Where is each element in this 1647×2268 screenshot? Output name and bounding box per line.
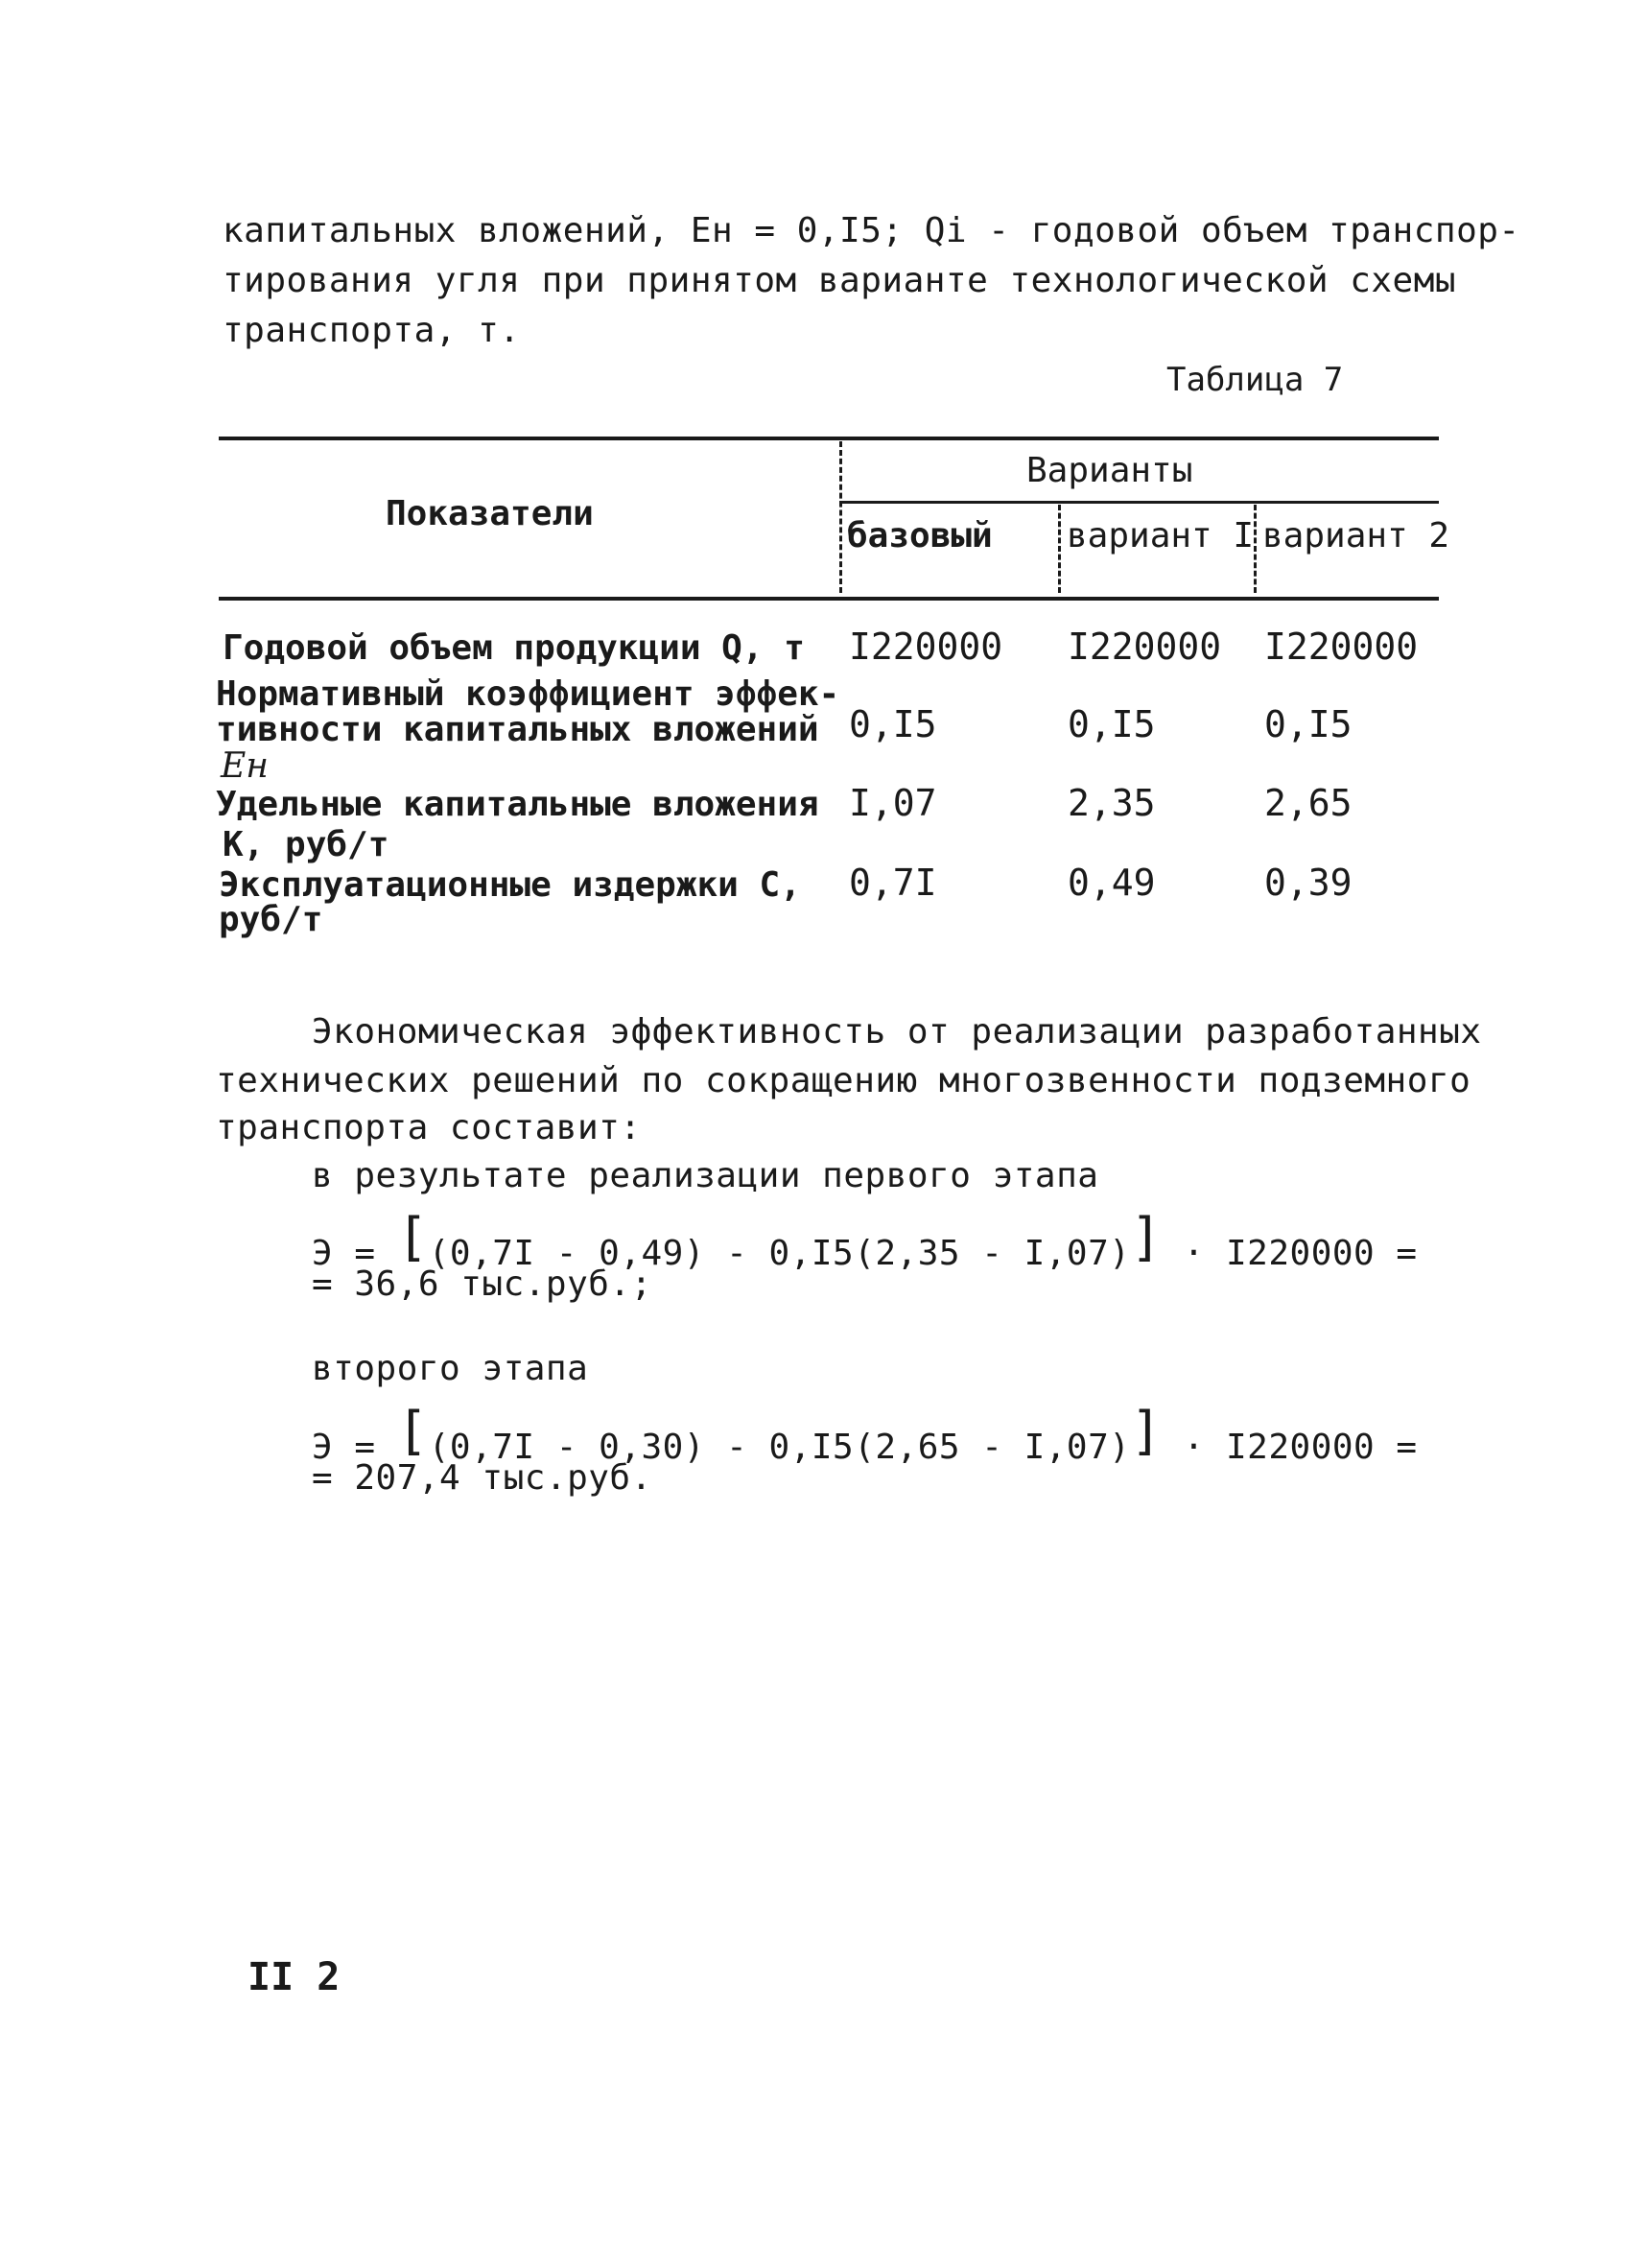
row-4-variant-1: 0,49 <box>1068 862 1156 904</box>
right-bracket-icon: ] <box>1130 1401 1163 1461</box>
right-bracket-icon: ] <box>1130 1207 1163 1267</box>
table-header-bottom-rule <box>219 597 1439 601</box>
row-2-label-line-3: Eн <box>221 746 269 786</box>
stage-2-formula-prefix: Э = <box>312 1428 397 1467</box>
row-1-base: I220000 <box>849 626 1003 668</box>
stage-1-result: = 36,6 тыс.руб.; <box>312 1264 652 1304</box>
table-divider-1 <box>839 441 842 593</box>
stage-1-label: в результате реализации первого этапа <box>312 1156 1099 1195</box>
left-bracket-icon: [ <box>396 1207 429 1267</box>
intro-line-2: тирования угля при принятом варианте технологической схемы <box>223 261 1457 300</box>
row-4-label-line-1: Эксплуатационные издержки C, <box>219 865 801 905</box>
row-3-label-line-1: Удельные капитальные вложения <box>216 785 819 824</box>
row-3-label-line-2: K, руб/т <box>223 825 389 864</box>
stage-2-formula-body: (0,7I - 0,30) - 0,I5(2,65 - I,07) <box>428 1428 1131 1467</box>
page-number: II 2 <box>247 1955 341 1999</box>
header-indicators: Показатели <box>386 494 594 533</box>
table-variants-rule <box>839 501 1439 504</box>
table-divider-2 <box>1058 505 1061 593</box>
header-col-variant-1: вариант I <box>1067 516 1255 555</box>
stage-2-result: = 207,4 тыс.руб. <box>312 1458 652 1498</box>
row-4-base: 0,7I <box>849 862 937 904</box>
row-3-variant-1: 2,35 <box>1068 782 1156 824</box>
table-caption: Таблица 7 <box>1166 361 1344 399</box>
stage-1-formula-prefix: Э = <box>312 1234 397 1273</box>
paragraph-line-2: технических решений по сокращению многозвенности подземного <box>216 1061 1471 1100</box>
intro-line-1: капитальных вложений, Ен = 0,I5; Qi - годовой объем транспор- <box>223 211 1520 250</box>
row-1-variant-2: I220000 <box>1264 626 1419 668</box>
intro-line-3: транспорта, т. <box>223 311 521 350</box>
row-2-label-line-2: тивности капитальных вложений <box>216 710 819 749</box>
row-1-label: Годовой объем продукции Q, т <box>223 628 805 668</box>
stage-2-label: второго этапа <box>312 1349 589 1388</box>
stage-2-formula-suffix: · I220000 = <box>1162 1428 1418 1467</box>
header-variants: Варианты <box>1026 451 1193 490</box>
stage-1-formula-body: (0,7I - 0,49) - 0,I5(2,35 - I,07) <box>428 1234 1131 1273</box>
header-col-variant-2: вариант 2 <box>1262 516 1450 555</box>
paragraph-line-3: транспорта составит: <box>216 1108 642 1147</box>
header-col-base: базовый <box>847 516 993 555</box>
row-4-label-line-2: руб/т <box>219 900 323 939</box>
row-2-variant-2: 0,I5 <box>1264 703 1353 745</box>
row-2-base: 0,I5 <box>849 703 937 745</box>
stage-1-formula-suffix: · I220000 = <box>1162 1234 1418 1273</box>
left-bracket-icon: [ <box>396 1401 429 1461</box>
table-top-rule <box>219 437 1439 440</box>
row-3-variant-2: 2,65 <box>1264 782 1353 824</box>
row-4-variant-2: 0,39 <box>1264 862 1353 904</box>
row-2-label-line-1: Нормативный коэффициент эффек- <box>216 674 840 714</box>
row-2-variant-1: 0,I5 <box>1068 703 1156 745</box>
row-1-variant-1: I220000 <box>1068 626 1222 668</box>
paragraph-line-1: Экономическая эффективность от реализации разработанных <box>312 1012 1482 1051</box>
row-3-base: I,07 <box>849 782 937 824</box>
table-divider-3 <box>1254 505 1257 593</box>
